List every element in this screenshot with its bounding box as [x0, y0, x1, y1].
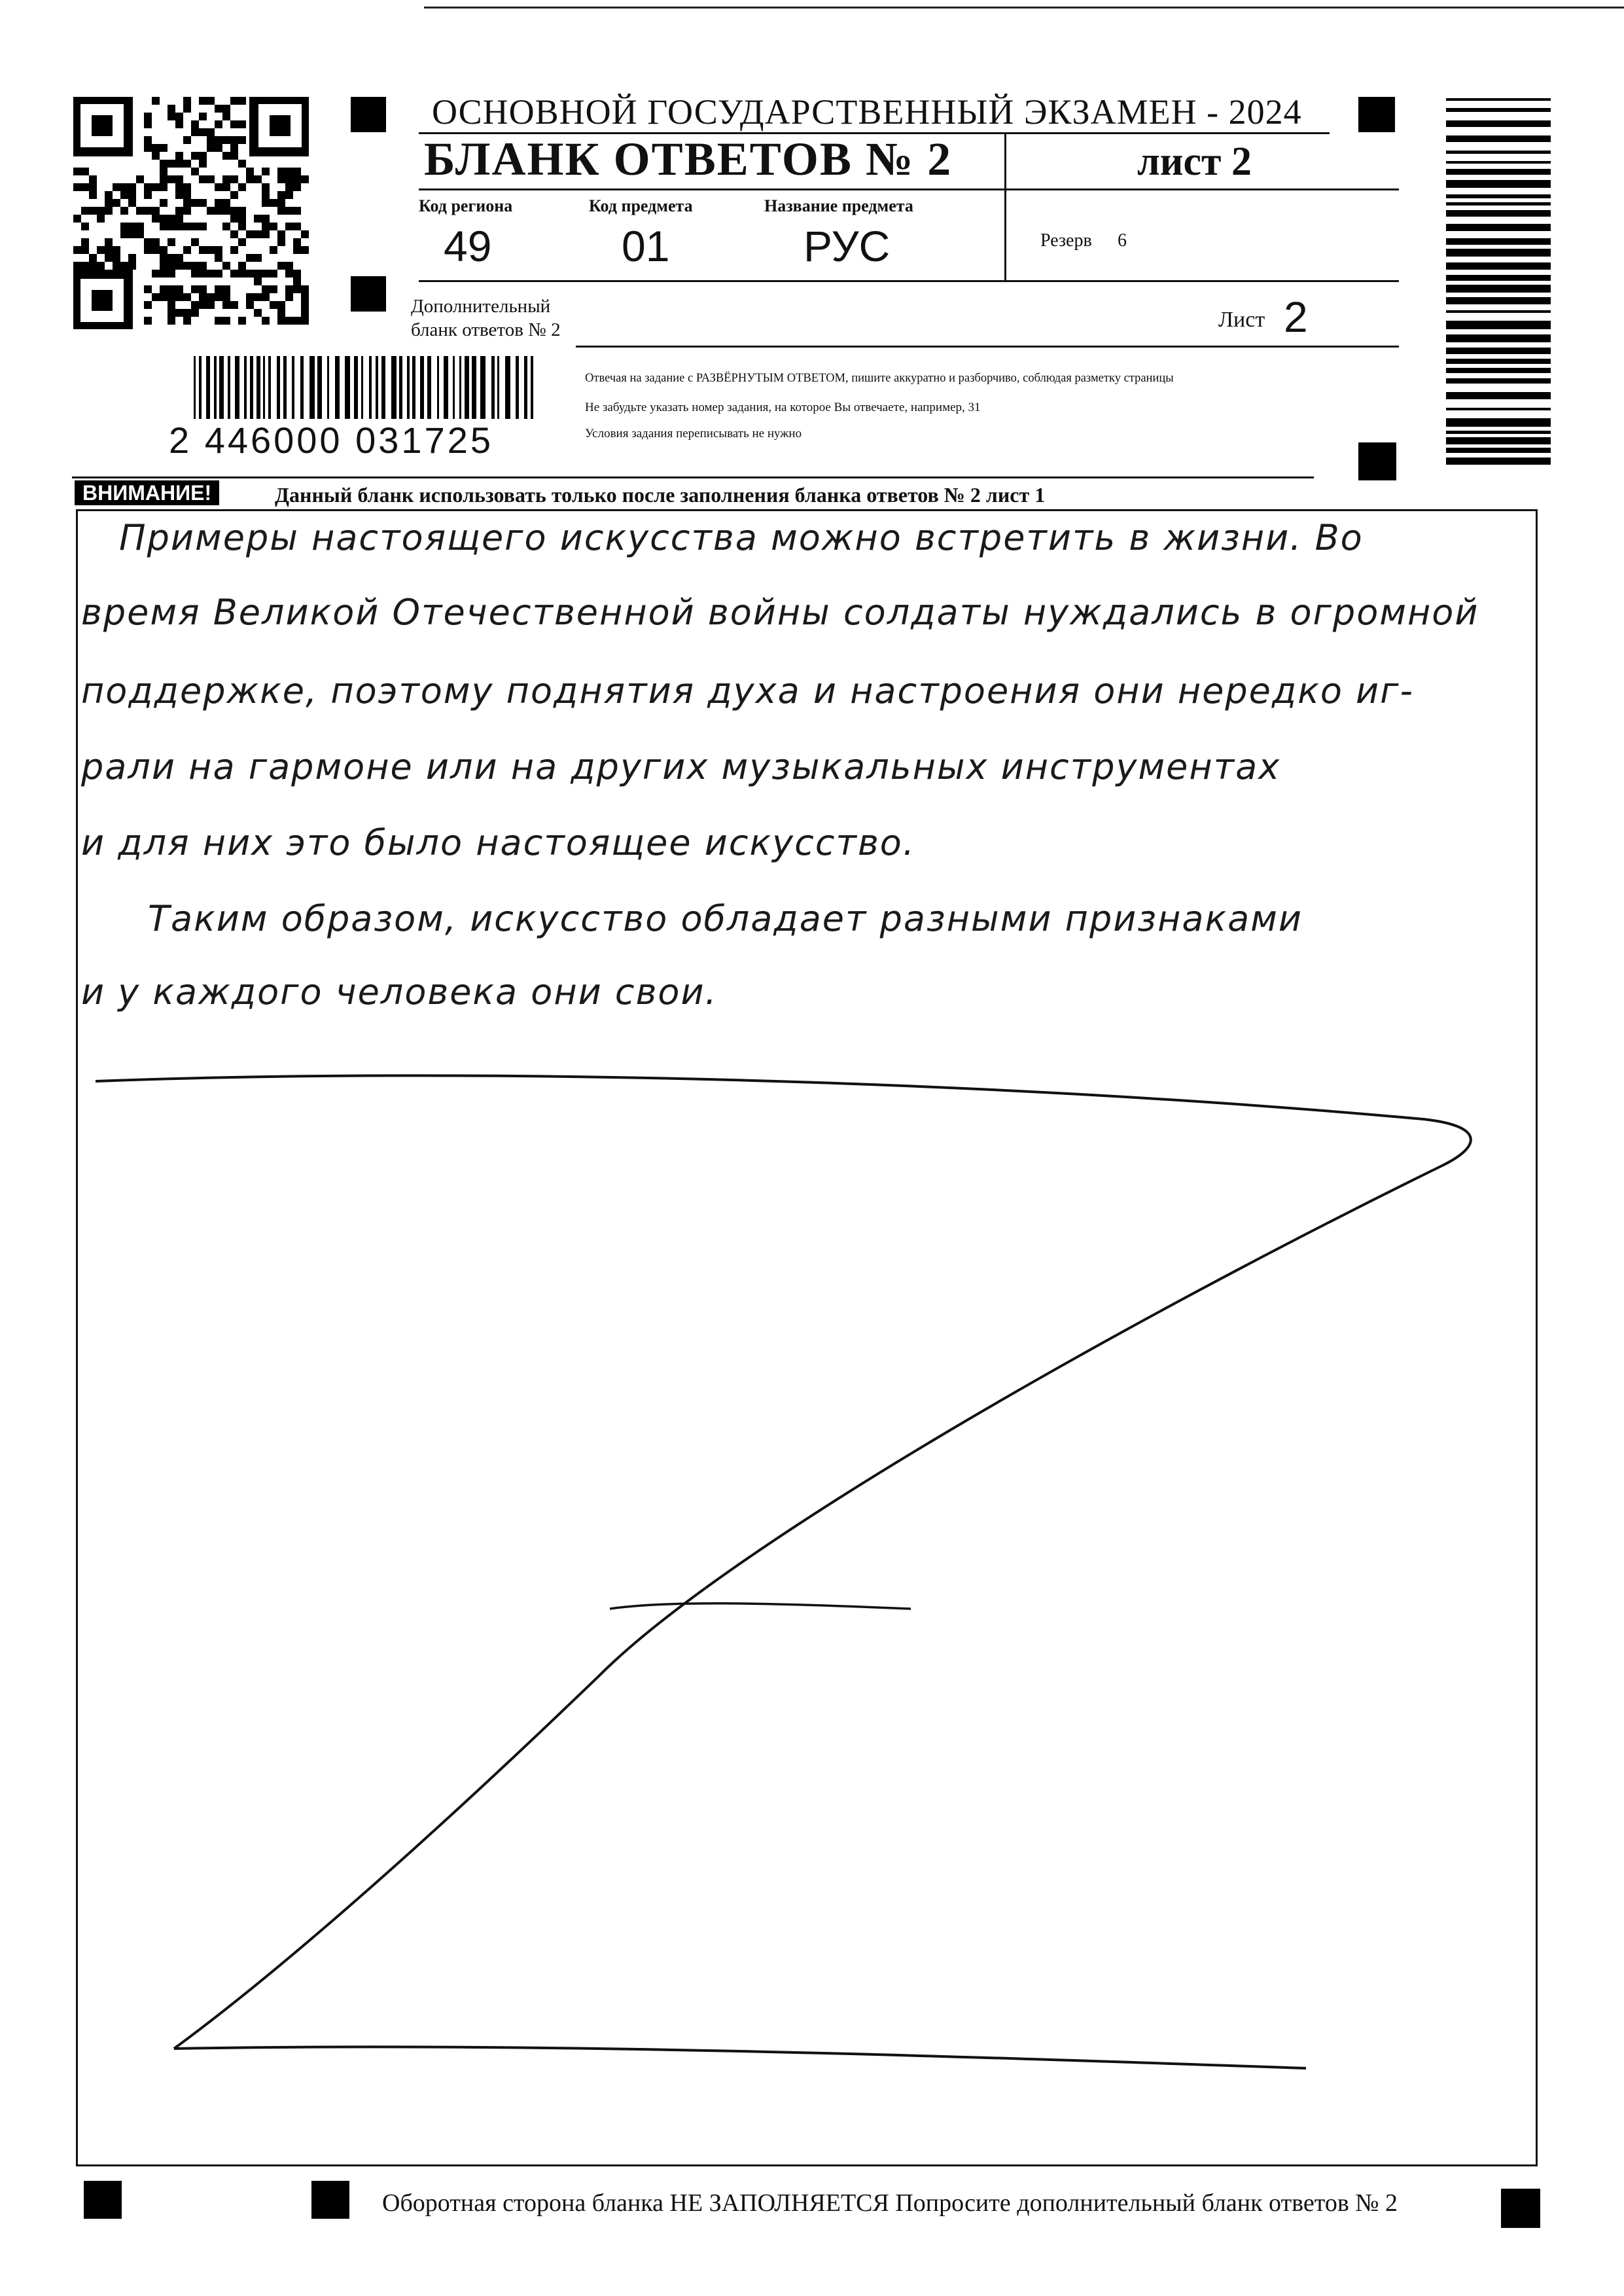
- footer-marker-right: [1501, 2189, 1540, 2228]
- warning-underline: [72, 476, 1314, 478]
- subject-code-value: 01: [622, 222, 670, 270]
- corner-marker-mid-left: [351, 276, 386, 312]
- subject-code-label: Код предмета: [589, 196, 693, 215]
- reserve-label: Резерв: [1040, 230, 1092, 251]
- footer-marker-mid: [311, 2181, 349, 2219]
- subject-name-label: Название предмета: [764, 196, 913, 215]
- instruction-line-3: Условия задания переписывать не нужно: [585, 427, 802, 440]
- side-barcode: [1446, 98, 1551, 465]
- region-value: 49: [444, 222, 492, 270]
- answer-line-1: Примеры настоящего искусства можно встретить в жизни. Во: [119, 517, 1364, 558]
- answer-line-2: время Великой Отечественной войны солдаты нуждались в огромной: [81, 592, 1479, 633]
- header-divider-vertical: [1004, 134, 1006, 281]
- top-rule: [424, 7, 1624, 9]
- additional-label-line2: бланк ответов № 2: [411, 319, 561, 340]
- warning-badge: ВНИМАНИЕ!: [75, 480, 219, 505]
- sheet-title: лист 2: [1137, 139, 1252, 184]
- subject-name-value: РУС: [803, 222, 891, 270]
- reserve-value: 6: [1118, 230, 1127, 251]
- form-title: БЛАНК ОТВЕТОВ № 2: [424, 133, 953, 185]
- sheet-label: Лист: [1218, 308, 1265, 332]
- form-title-underline: [419, 188, 1399, 190]
- additional-row-underline: [576, 346, 1399, 348]
- corner-marker-top-left: [351, 97, 386, 132]
- answer-line-4: рали на гармоне или на других музыкальных инструментах: [81, 746, 1281, 787]
- warning-text: Данный бланк использовать только после заполнения бланка ответов № 2 лист 1: [275, 483, 1046, 507]
- exam-title: ОСНОВНОЙ ГОСУДАРСТВЕННЫЙ ЭКЗАМЕН - 2024: [432, 92, 1302, 132]
- corner-marker-top-right: [1358, 97, 1395, 132]
- answer-line-7: и у каждого человека они свои.: [81, 971, 718, 1013]
- barcode-number: 2 446000 031725: [169, 420, 493, 461]
- answer-line-5: и для них это было настоящее искусство.: [81, 822, 915, 863]
- footer-marker-left: [84, 2181, 122, 2219]
- instruction-line-1: Отвечая на заданиe с РАЗВЁРНУТЫМ ОТВЕТОМ, пишите аккуратно и разборчиво, соблюдая разметку страницы: [585, 372, 1174, 385]
- fields-underline: [419, 280, 1399, 282]
- sheet-value: 2: [1284, 293, 1308, 341]
- answer-line-3: поддержке, поэтому поднятия духа и настроения они нередко иг-: [81, 670, 1414, 711]
- corner-marker-mid-right: [1358, 442, 1396, 480]
- unused-space-z-strike: [76, 1047, 1538, 2094]
- footer-text: Оборотная сторона бланка НЕ ЗАПОЛНЯЕТСЯ Попросите дополнительный бланк ответов № 2: [382, 2189, 1398, 2217]
- additional-label-line1: Дополнительный: [411, 296, 551, 317]
- instruction-line-2: Не забудьте указать номер задания, на которое Вы отвечаете, например, 31: [585, 401, 981, 414]
- region-label: Код региона: [419, 196, 513, 215]
- qr-code: [73, 97, 309, 329]
- answer-line-6: Таким образом, искусство обладает разными признаками: [148, 898, 1303, 939]
